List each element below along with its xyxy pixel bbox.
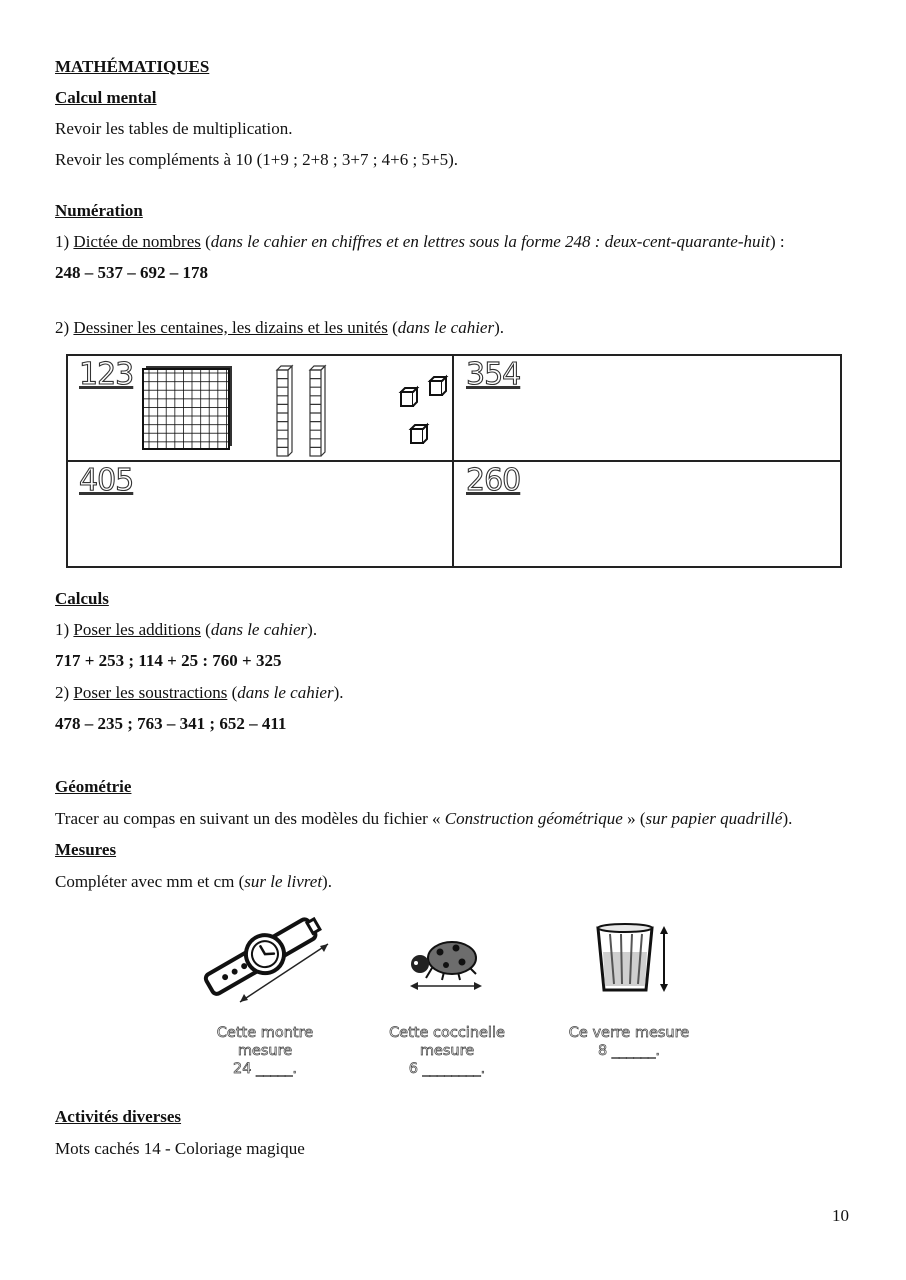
calculs-title: Calculs — [55, 589, 109, 608]
watch-icon — [200, 912, 340, 1008]
calculs-item2: 2) Poser les soustractions (dans le cahier). — [55, 683, 344, 702]
page-number: 10 — [832, 1206, 849, 1225]
geometrie-line: Tracer au compas en suivant un des modèles du fichier « Construction géométrique » (sur papier quadrillé). — [55, 809, 793, 828]
table-number-405: 405 — [79, 463, 134, 498]
subtractions-list: 478 – 235 ; 763 – 341 ; 652 – 411 — [55, 714, 287, 733]
hundred-flat-icon — [143, 366, 232, 449]
numeration-title: Numération — [55, 201, 143, 220]
ten-rod-icon — [277, 366, 292, 456]
table-divider-horizontal — [66, 460, 842, 462]
dictation-numbers: 248 – 537 – 692 – 178 — [55, 263, 208, 282]
glass-icon — [594, 922, 674, 996]
activites-title: Activités diverses — [55, 1107, 182, 1126]
ladybug-icon — [404, 932, 488, 996]
mesures-title: Mesures — [55, 840, 117, 859]
base-ten-blocks-illustration — [140, 364, 460, 460]
calcul-mental-line1: Revoir les tables de multiplication. — [55, 119, 293, 138]
geometrie-title: Géométrie — [55, 777, 132, 796]
unit-cube-icon — [430, 377, 446, 395]
ten-rod-icon — [310, 366, 325, 456]
calcul-mental-line2: Revoir les compléments à 10 (1+9 ; 2+8 ; 3+7 ; 4+6 ; 5+5). — [55, 150, 458, 169]
table-number-260: 260 — [466, 463, 521, 498]
mesures-line: Compléter avec mm et cm (sur le livret). — [55, 872, 332, 891]
unit-cube-icon — [401, 388, 417, 406]
table-number-123: 123 — [79, 357, 134, 392]
unit-cube-icon — [411, 425, 427, 443]
watch-caption: Cette montre mesure 24 _____. — [216, 1025, 314, 1077]
section-heading: MATHÉMATIQUES — [55, 57, 210, 76]
calcul-mental-title: Calcul mental — [55, 88, 157, 107]
ladybug-caption: Cette coccinelle mesure 6 ________. — [389, 1025, 505, 1077]
table-number-354: 354 — [466, 357, 521, 392]
activites-line: Mots cachés 14 - Coloriage magique — [55, 1139, 305, 1158]
calculs-item1: 1) Poser les additions (dans le cahier). — [55, 620, 318, 639]
numeration-item2: 2) Dessiner les centaines, les dizains et les unités (dans le cahier). — [55, 318, 505, 337]
glass-caption: Ce verre mesure 8 ______. — [568, 1025, 690, 1059]
additions-list: 717 + 253 ; 114 + 25 : 760 + 325 — [55, 651, 282, 670]
numeration-item1: 1) Dictée de nombres (dans le cahier en chiffres et en lettres sous la forme 248 : deux-cent-quarante-huit) : — [55, 232, 785, 251]
